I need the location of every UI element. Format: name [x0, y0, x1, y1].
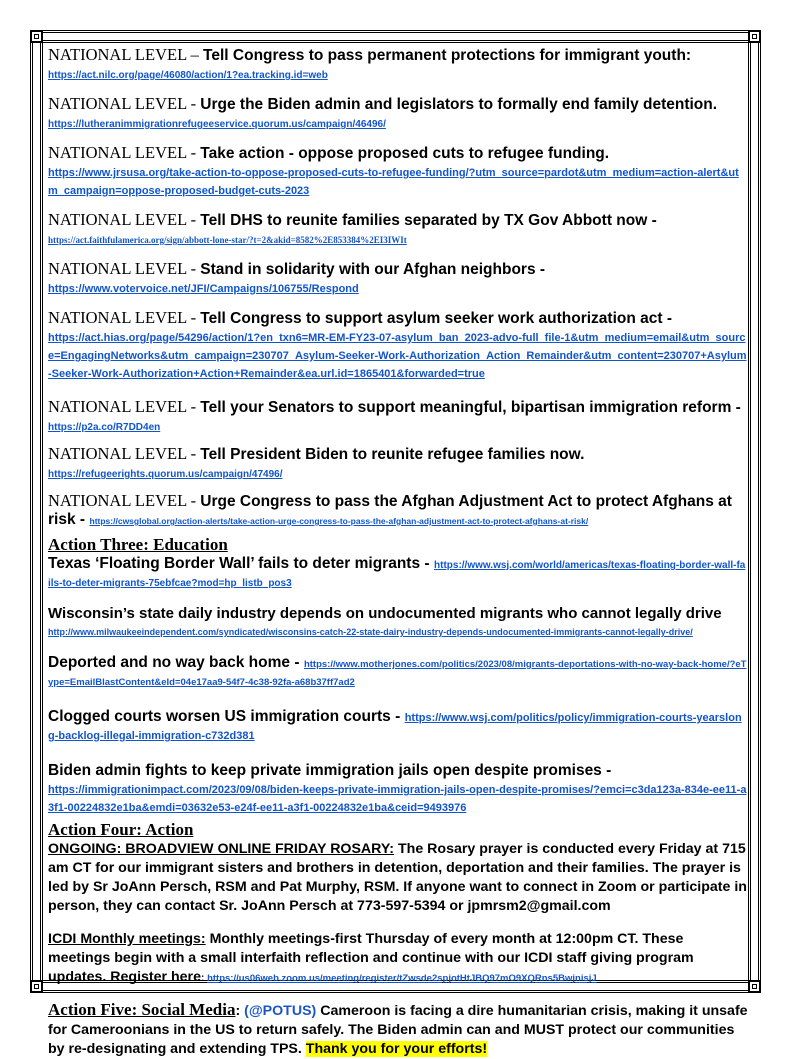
icdi-text: Monthly meetings-first Thursday of every month at 12:00pm CT. These meetings begin with a small interfaith reflection and continue with our ICDI staff giving program updates. Register here [48, 931, 694, 985]
separator: - [186, 259, 201, 278]
national-item [48, 445, 748, 482]
level-label: NATIONAL LEVEL [48, 143, 187, 162]
social-media-text: Cameroon is facing a dire humanitarian crisis, making it unsafe for Cameroonians in the US to return safely. The Biden admin can and MUST protect our communities by re-designating and extending TPS. [48, 1003, 748, 1057]
level-label: NATIONAL LEVEL [48, 397, 187, 416]
action-title: Tell your Senators to support meaningful, bipartisan immigration reform - [200, 399, 741, 416]
action-link[interactable]: https://www.jrsusa.org/take-action-to-oppose-proposed-cuts-to-refugee-funding/?utm_source=pardot&utm_medium=action-alert&utm_campaign=oppose-proposed-budget-cuts-2023 [48, 167, 739, 197]
article-item [48, 708, 748, 744]
social-media-paragraph [48, 1000, 748, 1059]
national-item [48, 398, 748, 435]
national-item [48, 492, 748, 529]
article-link[interactable]: https://www.motherjones.com/politics/2023/08/migrants-deportations-with-no-way-back-home/?eType=EmailBlastContent&eId=04e17aa9-54f7-4c38-92fa-a68b37ff7ad2 [48, 659, 747, 688]
national-item [48, 211, 748, 248]
level-label: NATIONAL LEVEL [48, 94, 187, 113]
level-label: NATIONAL LEVEL [48, 45, 187, 64]
icdi-paragraph [48, 930, 748, 988]
article-title: Clogged courts worsen US immigration courts - [48, 708, 401, 725]
rosary-label: ONGOING: BROADVIEW ONLINE FRIDAY ROSARY: [48, 841, 395, 857]
article-item [48, 555, 748, 591]
article-item [48, 605, 748, 640]
action-link[interactable]: https://act.nilc.org/page/46080/action/1?ea.tracking.id=web [48, 70, 328, 81]
rosary-text: The Rosary prayer is conducted every Friday at 715 am CT for our immigrant sisters and brothers in detention, deportation and their families. The prayer is led by Sr JoAnn Persch, RSM and Pat Murphy, RSM. If anyone want to connect in Zoom or participate in person, they can contact Sr. JoAnn Persch at 773-597-5394 or jpmrsm2@gmail.com [48, 841, 747, 914]
action-link[interactable]: https://www.votervoice.net/JFI/Campaigns/106755/Respond [48, 283, 359, 295]
level-label: NATIONAL LEVEL [48, 444, 187, 463]
article-title: Wisconsin’s state daily industry depends on undocumented migrants who cannot legally drive [48, 605, 722, 622]
border-corner-ornament [748, 980, 761, 993]
action-title: Take action - oppose proposed cuts to refugee funding. [200, 145, 610, 162]
action-title: Tell President Biden to reunite refugee families now. [200, 446, 585, 463]
zoom-register-link[interactable]: https://us06web.zoom.us/meeting/register/tZwsde2spjotHtJBQ97mO9XQRns5BwjnisjJ [207, 973, 597, 984]
section-heading-action-five: Action Five: Social Media [48, 1000, 236, 1019]
action-link[interactable]: https://lutheranimmigrationrefugeeservice.quorum.us/campaign/46496/ [48, 119, 386, 130]
national-item [48, 260, 748, 297]
level-label: NATIONAL LEVEL [48, 308, 187, 327]
action-title: Urge Congress to pass the Afghan Adjustment Act to protect Afghans at risk - [48, 493, 732, 528]
national-item [48, 144, 748, 199]
action-title: Tell Congress to support asylum seeker work authorization act - [200, 310, 673, 327]
article-link[interactable]: http://www.milwaukeeindependent.com/syndicated/wisconsins-catch-22-state-dairy-industry-depends-undocumented-immigrants-cannot-legally-drive/ [48, 627, 693, 637]
icdi-label: ICDI Monthly meetings: [48, 931, 206, 947]
level-label: NATIONAL LEVEL [48, 210, 187, 229]
section-heading-action-three: Action Three: Education [48, 535, 228, 554]
article-item [48, 654, 748, 690]
action-link[interactable]: https://act.faithfulamerica.org/sign/abbott-lone-star/?t=2&akid=8582%2E853384%2EI3IWIt [48, 235, 407, 245]
action-link[interactable]: https://act.hias.org/page/54296/action/1?en_txn6=MR-EM-FY23-07-asylum_ban_2023-advo-full_file-1&utm_medium=email&utm_source=EngagingNetworks&utm_campaign=230707_Asylum-Seeker-Work-Authorization_Action_Remainder&utm_content=230707+Asylum-Seeker-Work-Authorization+Action+Remainder&ea.url.id=1865401&forwarded=true [48, 332, 747, 380]
separator: - [186, 397, 201, 416]
national-item [48, 46, 748, 83]
thank-you-note: Thank you for your efforts! [305, 1041, 488, 1057]
separator: - [186, 210, 201, 229]
page-content [48, 46, 748, 1059]
action-title: Urge the Biden admin and legislators to formally end family detention. [200, 96, 718, 113]
action-title: Stand in solidarity with our Afghan neighbors - [200, 261, 546, 278]
level-label: NATIONAL LEVEL [48, 259, 187, 278]
article-link[interactable]: https://www.wsj.com/politics/policy/immigration-courts-yearslong-backlog-illegal-immigration-c732d381 [48, 712, 742, 742]
separator: - [186, 308, 201, 327]
article-link[interactable]: https://www.wsj.com/world/americas/texas-floating-border-wall-fails-to-deter-migrants-75ebfcae?mod=hp_listb_pos3 [48, 560, 746, 589]
article-item [48, 762, 748, 816]
section-heading-action-four: Action Four: Action [48, 820, 194, 839]
rosary-paragraph [48, 840, 748, 916]
separator: - [186, 444, 201, 463]
action-title: Tell DHS to reunite families separated by TX Gov Abbott now - [200, 212, 657, 229]
border-corner-ornament [30, 980, 43, 993]
article-title: Biden admin fights to keep private immigration jails open despite promises - [48, 762, 612, 779]
separator: – [186, 45, 204, 64]
colon: : [235, 1003, 245, 1019]
icdi-colon: : [200, 973, 208, 984]
border-corner-ornament [30, 30, 43, 43]
separator: - [186, 94, 201, 113]
national-item [48, 309, 748, 382]
national-item [48, 95, 748, 132]
action-link[interactable]: https://refugeerights.quorum.us/campaign/47496/ [48, 469, 283, 480]
article-title: Texas ‘Floating Border Wall’ fails to deter migrants - [48, 555, 430, 572]
article-title: Deported and no way back home - [48, 654, 300, 671]
separator: - [186, 491, 201, 510]
border-corner-ornament [748, 30, 761, 43]
action-title: Tell Congress to pass permanent protections for immigrant youth: [203, 47, 692, 64]
separator: - [186, 143, 201, 162]
action-link[interactable]: https://cwsglobal.org/action-alerts/take-action-urge-congress-to-pass-the-afghan-adjustment-act-to-protect-afghans-at-risk/ [89, 516, 589, 526]
action-link[interactable]: https://p2a.co/R7DD4en [48, 422, 161, 433]
level-label: NATIONAL LEVEL [48, 491, 187, 510]
potus-handle[interactable]: (@POTUS) [244, 1003, 317, 1019]
article-link[interactable]: https://immigrationimpact.com/2023/09/08/biden-keeps-private-immigration-jails-open-despite-promises/?emci=c3da123a-834e-ee11-a3f1-00224832e1ba&emdi=03632e53-e24f-ee11-a3f1-00224832e1ba&ceid=9493976 [48, 784, 747, 814]
